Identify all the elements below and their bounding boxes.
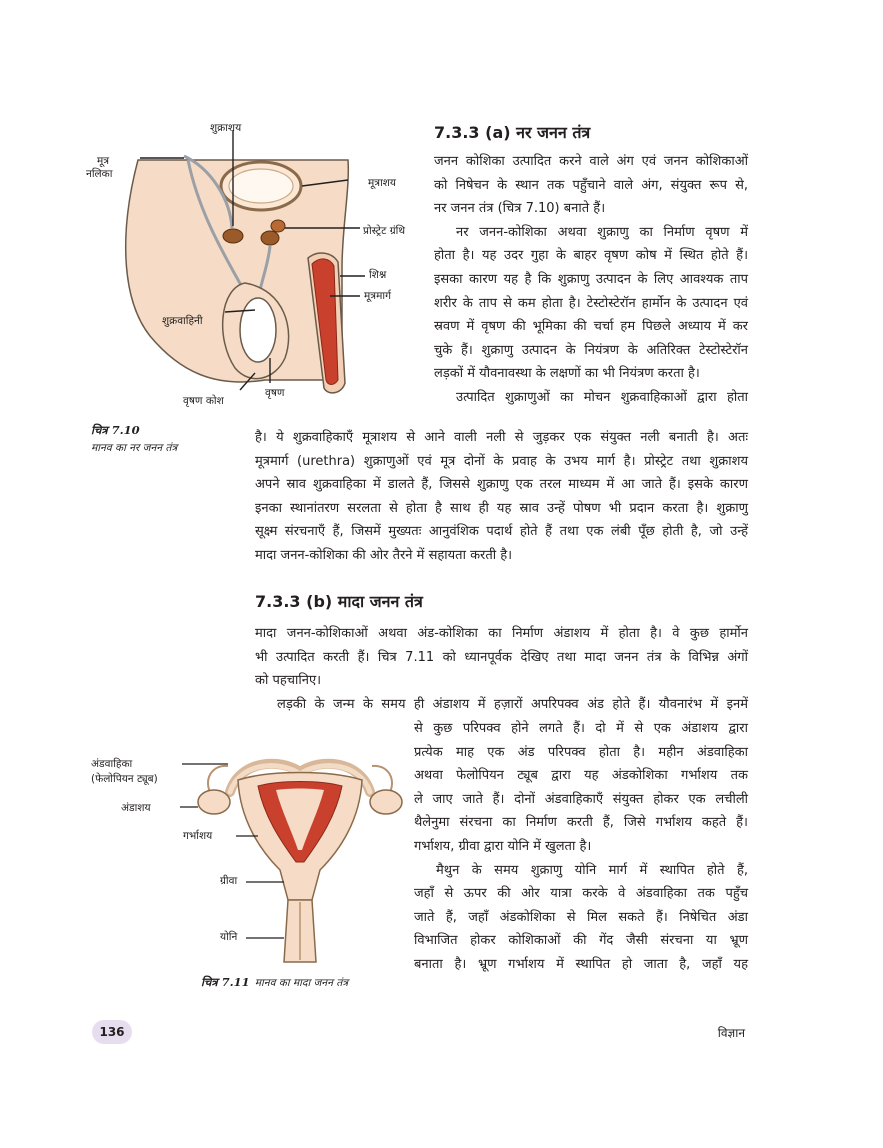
label-scrotum: वृषण कोश <box>183 395 224 407</box>
label-testis: वृषण <box>265 387 285 399</box>
text-line: लड़कों में यौवनावस्था के लक्षणों का भी नियंत्रण करता है। <box>434 366 700 382</box>
text-line: मूत्रमार्ग (urethra) शुक्राणुओं एवं मूत्र दोनों के प्रवाह के उभय मार्ग है। प्रोस्ट्रेट तथा शुक्राशय <box>255 453 748 469</box>
text-line: सूक्ष्म संरचनाएँ हैं, जिसमें मुख्यतः आनुवंशिक पदार्थ होते हैं तथा एक लंबी पूँछ होती है, जो उन्हें <box>255 524 748 540</box>
label-seminal-vesicle: शुक्राशय <box>210 122 242 134</box>
text-line: इसका कारण यह है कि शुक्राणु उत्पादन के लिए आवश्यक ताप <box>434 271 748 287</box>
text-line: को पहचानिए। <box>255 673 322 689</box>
text-line: अपने स्राव शुक्रवाहिका में डालते हैं, जिससे शुक्राणु एक तरल माध्यम में आ जाते हैं। इसके कारण <box>255 477 748 493</box>
label-vagina: योनि <box>220 931 238 943</box>
text-line: नर जनन तंत्र (चित्र 7.10) बनाते हैं। <box>434 201 606 217</box>
label-ovary: अंडाशय <box>121 802 151 814</box>
figure1-caption-body: मानव का नर जनन तंत्र <box>91 442 178 454</box>
book-title: विज्ञान <box>717 1026 745 1040</box>
text-line: इनका स्थानांतरण सरलता से होता है साथ ही यह स्राव उन्हें पोषण भी प्रदान करता है। शुक्राणु <box>255 500 748 516</box>
label-vas-deferens: शुक्रवाहिनी <box>162 315 203 327</box>
text-line: थैलेनुमा संरचना का निर्माण करती हैं, जिसे गर्भाशय कहते हैं। <box>414 815 748 831</box>
text-line: ले जाए जाते हैं। दोनों अंडवाहिकाएँ संयुक्त होकर एक लचीली <box>414 791 748 807</box>
label-urethra: मूत्रमार्ग <box>364 290 391 302</box>
figure2-caption-title: चित्र 7.11 <box>201 975 250 989</box>
text-line: मैथुन के समय शुक्राणु योनि मार्ग में स्थापित होते हैं, <box>436 862 748 878</box>
female-reproductive-system-diagram <box>180 740 420 970</box>
label-fallopian-tube-alt: (फेलोपियन ट्यूब) <box>91 773 158 785</box>
label-tube: नलिका <box>86 168 113 180</box>
section-b-wide-text <box>255 622 748 716</box>
label-urinary: मूत्र <box>97 155 110 167</box>
text-line: को निषेचन के स्थान तक पहुँचाने वाले अंग, संयुक्त रूप से, <box>434 177 748 193</box>
label-penis: शिश्न <box>369 269 387 281</box>
text-line: भी उत्पादित करती हैं। चित्र 7.11 को ध्यानपूर्वक देखिए तथा मादा जनन तंत्र के विभिन्न अंगों <box>255 649 748 665</box>
text-line: से कुछ परिपक्व होने लगते हैं। दो में से एक अंडाशय द्वारा <box>414 721 748 736</box>
text-line: मादा जनन-कोशिकाओं अथवा अंड-कोशिका का निर्माण अंडाशय में होता है। वे कुछ हार्मोन <box>255 626 748 641</box>
text-line: अथवा फेलोपियन ट्यूब द्वारा यह अंडकोशिका गर्भाशय तक <box>414 768 748 784</box>
text-line: विभाजित होकर कोशिकाओं की गेंद जैसी संरचना या भ्रूण <box>414 933 748 949</box>
text-line: है। ये शुक्रवाहिकाएँ मूत्राशय से आने वाली नली से जुड़कर एक संयुक्त नली बनाती है। अतः <box>255 430 748 445</box>
label-bladder: मूत्राशय <box>368 177 397 189</box>
text-line: चुके हैं। शुक्राणु उत्पादन के नियंत्रण के अतिरिक्त टेस्टोस्टेरॉन <box>434 342 748 358</box>
text-line: उत्पादित शुक्राणुओं का मोचन शुक्रवाहिकाओं द्वारा होता <box>456 389 748 405</box>
figure2-caption-body: मानव का मादा जनन तंत्र <box>254 977 349 989</box>
text-line: जनन कोशिका उत्पादित करने वाले अंग एवं जनन कोशिकाओं <box>434 154 748 169</box>
figure1-caption-title: चित्र 7.10 <box>91 423 140 437</box>
text-line: होता है। यह उदर गुहा के बाहर वृषण कोष में स्थित होते हैं। <box>434 248 748 264</box>
text-line: जहाँ से ऊपर की ओर यात्रा करके वे अंडवाहिका तक पहुँच <box>414 886 748 902</box>
page-number: 136 <box>92 1020 132 1044</box>
label-cervix: ग्रीवा <box>220 875 238 887</box>
text-line: स्रवण में वृषण की भूमिका की चर्चा हम पिछले अध्याय में कर <box>434 319 748 335</box>
section-b-narrow-text <box>414 717 748 977</box>
section-a-wide-text <box>255 426 748 568</box>
text-line: जाते हैं, जहाँ अंडकोशिका से मिल सकते हैं। निषेचित अंडा <box>414 909 748 925</box>
text-line: नर जनन-कोशिका अथवा शुक्राणु का निर्माण वृषण में <box>456 224 748 240</box>
text-line: बनाता है। भ्रूण गर्भाशय में स्थापित हो जाता है, जहाँ यह <box>414 956 748 972</box>
label-uterus: गर्भाशय <box>183 830 213 842</box>
section-a-narrow-text <box>434 150 748 410</box>
text-line: मादा जनन-कोशिका की ओर तैरने में सहायता करती है। <box>255 547 513 563</box>
section-b-heading: 7.3.3 (b) मादा जनन तंत्र <box>255 592 423 611</box>
label-prostate-gland: प्रोस्ट्रेट ग्रंथि <box>363 225 406 237</box>
figure2-caption <box>201 971 348 990</box>
section-a-heading: 7.3.3 (a) नर जनन तंत्र <box>434 123 591 142</box>
text-line: गर्भाशय, ग्रीवा द्वारा योनि में खुलता है। <box>414 838 592 854</box>
text-line: लड़की के जन्म के समय ही अंडाशय में हज़ारों अपरिपक्व अंड होते हैं। यौवनारंभ में इनमें <box>277 696 748 712</box>
text-line: शरीर के ताप से कम होता है। टेस्टोस्टेरॉन हार्मोन के उत्पादन एवं <box>434 295 748 311</box>
text-line: प्रत्येक माह एक अंड परिपक्व होता है। महीन अंडवाहिका <box>414 744 748 760</box>
label-fallopian-tube: अंडवाहिका <box>91 758 133 770</box>
